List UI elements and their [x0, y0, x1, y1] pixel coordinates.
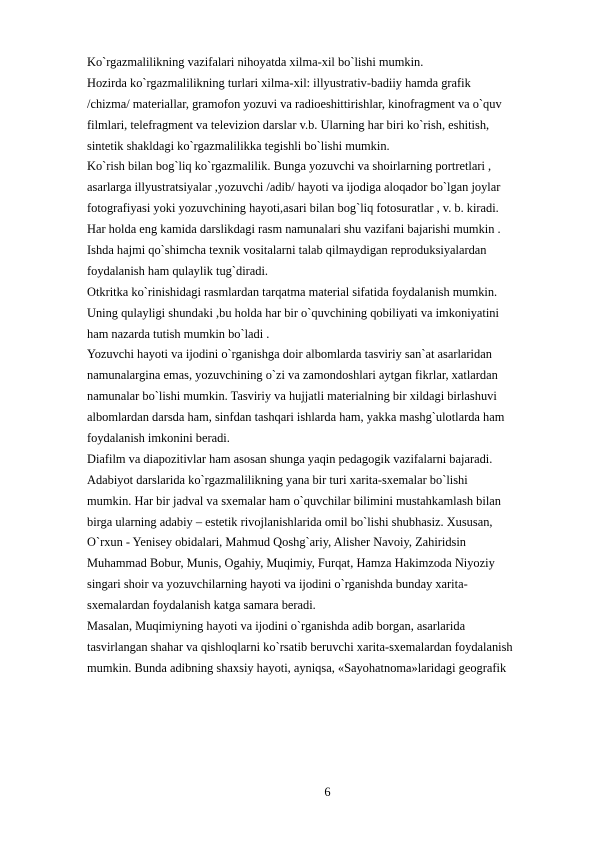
- text-line: Adabiyot darslarida ko`rgazmalilikning yana bir turi xarita-sxemalar bo`lishi: [87, 472, 468, 487]
- page-number: 6: [324, 785, 331, 799]
- text-line: foydalanish imkonini beradi.: [87, 431, 230, 446]
- body-text: [87, 52, 577, 679]
- text-line: tasvirlangan shahar va qishloqlarni ko`rsatib beruvchi xarita-sxemalardan foydalanish: [87, 639, 513, 654]
- text-line: filmlari, telefragment va televizion darslar v.b. Ularning har biri ko`rish, eshitish,: [87, 117, 490, 132]
- text-line: singari shoir va yozuvchilarning hayoti va ijodini o`rganishda bunday xarita-: [87, 577, 468, 592]
- text-line: Ko`rish bilan bog`liq ko`rgazmalilik. Bunga yozuvchi va shoirlarning portretlari ,: [87, 159, 492, 174]
- text-line: O`rxun - Yenisey obidalari, Mahmud Qoshg`ariy, Alisher Navoiy, Zahiridsin: [87, 535, 467, 550]
- text-line: mumkin. Har bir jadval va sxemalar ham o`quvchilar bilimini mustahkamlash bilan: [87, 493, 501, 508]
- text-line: birga ularning adabiy – estetik rivojlanishlarida omil bo`lishi shubhasiz. Xususan,: [87, 514, 493, 529]
- text-line: ham nazarda tutish mumkin bo`ladi .: [87, 326, 270, 341]
- text-line: sxemalardan foydalanish katga samara beradi.: [87, 598, 316, 613]
- text-line: mumkin. Bunda adibning shaxsiy hayoti, ayniqsa, «Sayohatnoma»laridagi geografik: [87, 660, 507, 675]
- text-line: Diafilm va diapozitivlar ham asosan shunga yaqin pedagogik vazifalarni bajaradi.: [87, 451, 493, 466]
- text-line: Masalan, Muqimiyning hayoti va ijodini o`rganishda adib borgan, asarlarida: [87, 619, 466, 634]
- text-line: /chizma/ materiallar, gramofon yozuvi va radioeshittirishlar, kinofragment va o`quv: [87, 96, 502, 111]
- text-line: albomlardan darsda ham, sinfdan tashqari ishlarda ham, yakka mashg`ulotlarda ham: [87, 410, 505, 425]
- text-line: Yozuvchi hayoti va ijodini o`rganishga doir albomlarda tasviriy san`at asarlaridan: [87, 347, 492, 362]
- text-line: Otkritka ko`rinishidagi rasmlardan tarqatma material sifatida foydalanish mumkin.: [87, 284, 498, 299]
- text-line: namunalargina emas, yozuvchining o`zi va zamondoshlari aytgan fikrlar, xatlardan: [87, 368, 498, 383]
- text-line: Muhammad Bobur, Munis, Ogahiy, Muqimiy, Furqat, Hamza Hakimzoda Niyoziy: [87, 556, 495, 571]
- text-line: Ishda hajmi qo`shimcha texnik vositalarni talab qilmaydigan reproduksiyalardan: [87, 243, 487, 258]
- text-line: sintetik shakldagi ko`rgazmalilikka tegishli bo`lishi mumkin.: [87, 138, 390, 153]
- text-line: fotografiyasi yoki yozuvchining hayoti,asari bilan bog`liq fotosuratlar , v. b. kiradi.: [87, 201, 499, 216]
- text-line: Ko`rgazmalilikning vazifalari nihoyatda xilma-xil bo`lishi mumkin.: [87, 55, 424, 69]
- text-line: Uning qulayligi shundaki ,bu holda har bir o`quvchining qobiliyati va imkoniyatini: [87, 305, 499, 320]
- text-line: Har holda eng kamida darslikdagi rasm namunalari shu vazifani bajarishi mumkin .: [87, 222, 501, 237]
- text-line: foydalanish ham qulaylik tug`diradi.: [87, 263, 269, 278]
- text-line: namunalar bo`lishi mumkin. Tasviriy va hujjatli materialning bir xildagi birlashuvi: [87, 389, 497, 404]
- text-line: asarlarga illyustratsiyalar ,yozuvchi /adib/ hayoti va ijodiga aloqador bo`lgan joylar: [87, 180, 501, 195]
- text-line: Hozirda ko`rgazmalilikning turlari xilma-xil: illyustrativ-badiiy hamda grafik: [87, 75, 471, 90]
